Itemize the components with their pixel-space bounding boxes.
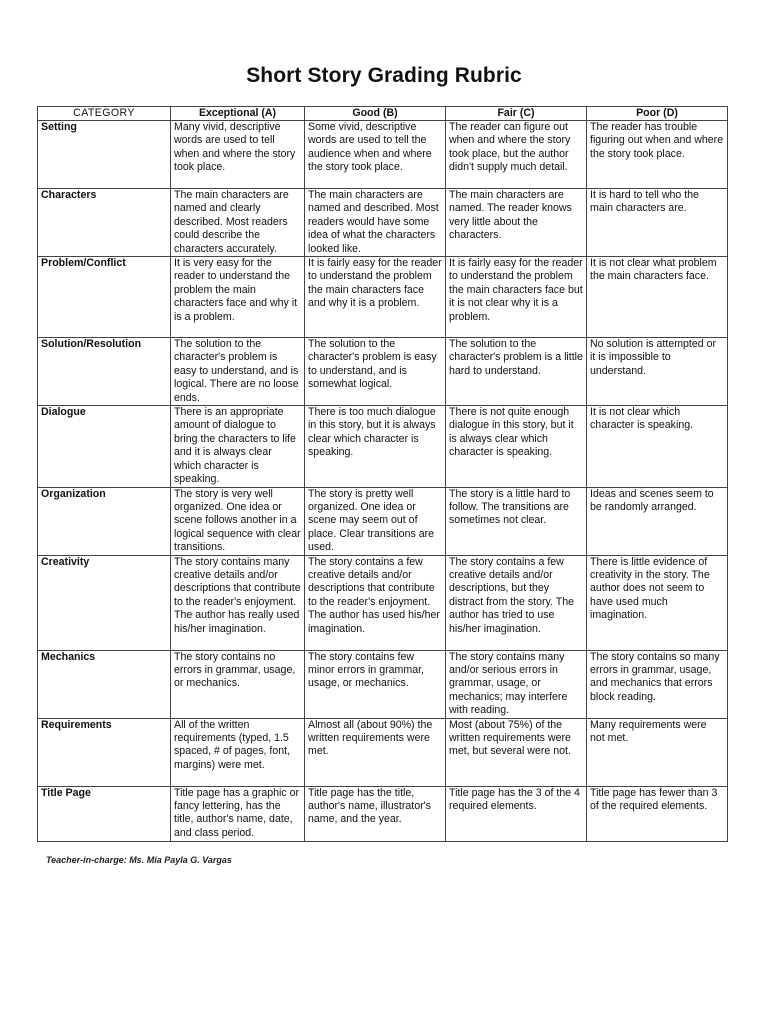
table-row [38, 555, 728, 650]
good-cell: It is fairly easy for the reader to understand the problem the main characters face and why it is a problem. [305, 257, 446, 338]
category-cell: Setting [38, 121, 171, 189]
poor-cell: No solution is attempted or it is impossible to understand. [587, 338, 728, 406]
fair-cell: Most (about 75%) of the written requirements were met, but several were not. [446, 718, 587, 786]
fair-cell: Title page has the 3 of the 4 required elements. [446, 786, 587, 841]
category-cell: Title Page [38, 786, 171, 841]
fair-cell: The story is a little hard to follow. The transitions are sometimes not clear. [446, 487, 587, 555]
good-cell: The story is pretty well organized. One idea or scene may seem out of place. Clear transitions are used. [305, 487, 446, 555]
exceptional-cell: The story contains many creative details and/or descriptions that contribute to the reader's enjoyment. The author has really used his/her imagination. [171, 555, 305, 650]
table-row [38, 189, 728, 257]
table-row [38, 650, 728, 718]
table-row [38, 406, 728, 487]
poor-cell: It is not clear what problem the main characters face. [587, 257, 728, 338]
table-row [38, 338, 728, 406]
fair-cell: The story contains many and/or serious errors in grammar, usage, or mechanics; may interfere with reading. [446, 650, 587, 718]
poor-cell: Many requirements were not met. [587, 718, 728, 786]
column-header-category: CATEGORY [38, 107, 171, 121]
good-cell: The main characters are named and described. Most readers would have some idea of what the characters looked like. [305, 189, 446, 257]
column-header-fair: Fair (C) [446, 107, 587, 121]
poor-cell: The story contains so many errors in grammar, usage, and mechanics that errors block reading. [587, 650, 728, 718]
good-cell: The solution to the character's problem is easy to understand, and is somewhat logical. [305, 338, 446, 406]
teacher-in-charge-note: Teacher-in-charge: Ms. Mia Payla G. Vargas [46, 855, 232, 865]
exceptional-cell: It is very easy for the reader to understand the problem the main characters face and why it is a problem. [171, 257, 305, 338]
good-cell: The story contains a few creative details and/or descriptions that contribute to the reader's enjoyment. The author has used his/her imagination. [305, 555, 446, 650]
category-cell: Organization [38, 487, 171, 555]
table-row [38, 718, 728, 786]
category-cell: Dialogue [38, 406, 171, 487]
category-cell: Characters [38, 189, 171, 257]
poor-cell: It is hard to tell who the main characters are. [587, 189, 728, 257]
exceptional-cell: The main characters are named and clearly described. Most readers could describe the characters accurately. [171, 189, 305, 257]
table-row [38, 786, 728, 841]
exceptional-cell: The solution to the character's problem is easy to understand, and is logical. There are no loose ends. [171, 338, 305, 406]
good-cell: Almost all (about 90%) the written requirements were met. [305, 718, 446, 786]
table-row [38, 121, 728, 189]
poor-cell: Ideas and scenes seem to be randomly arranged. [587, 487, 728, 555]
good-cell: Title page has the title, author's name, illustrator's name, and the year. [305, 786, 446, 841]
table-row [38, 257, 728, 338]
rubric-table [37, 106, 728, 842]
page-title: Short Story Grading Rubric [246, 64, 522, 87]
table-row [38, 487, 728, 555]
good-cell: There is too much dialogue in this story, but it is always clear which character is speaking. [305, 406, 446, 487]
fair-cell: The solution to the character's problem is a little hard to understand. [446, 338, 587, 406]
category-cell: Creativity [38, 555, 171, 650]
exceptional-cell: Title page has a graphic or fancy lettering, has the title, author's name, date, and class period. [171, 786, 305, 841]
category-cell: Solution/Resolution [38, 338, 171, 406]
column-header-poor: Poor (D) [587, 107, 728, 121]
exceptional-cell: Many vivid, descriptive words are used to tell when and where the story took place. [171, 121, 305, 189]
good-cell: Some vivid, descriptive words are used to tell the audience when and where the story took place. [305, 121, 446, 189]
fair-cell: The main characters are named. The reader knows very little about the characters. [446, 189, 587, 257]
poor-cell: There is little evidence of creativity in the story. The author does not seem to have used much imagination. [587, 555, 728, 650]
fair-cell: The story contains a few creative details and/or descriptions, but they distract from the story. The author has tried to use his/her imagination. [446, 555, 587, 650]
category-cell: Requirements [38, 718, 171, 786]
exceptional-cell: The story contains no errors in grammar, usage, or mechanics. [171, 650, 305, 718]
good-cell: The story contains few minor errors in grammar, usage, or mechanics. [305, 650, 446, 718]
exceptional-cell: All of the written requirements (typed, 1.5 spaced, # of pages, font, margins) were met. [171, 718, 305, 786]
poor-cell: Title page has fewer than 3 of the required elements. [587, 786, 728, 841]
header-row [38, 107, 728, 121]
fair-cell: It is fairly easy for the reader to understand the problem the main characters face but it is not clear why it is a problem. [446, 257, 587, 338]
fair-cell: The reader can figure out when and where the story took place, but the author didn't supply much detail. [446, 121, 587, 189]
column-header-exceptional: Exceptional (A) [171, 107, 305, 121]
column-header-good: Good (B) [305, 107, 446, 121]
poor-cell: It is not clear which character is speaking. [587, 406, 728, 487]
category-cell: Mechanics [38, 650, 171, 718]
exceptional-cell: The story is very well organized. One idea or scene follows another in a logical sequence with clear transitions. [171, 487, 305, 555]
poor-cell: The reader has trouble figuring out when and where the story took place. [587, 121, 728, 189]
exceptional-cell: There is an appropriate amount of dialogue to bring the characters to life and it is always clear which character is speaking. [171, 406, 305, 487]
fair-cell: There is not quite enough dialogue in this story, but it is always clear which character is speaking. [446, 406, 587, 487]
category-cell: Problem/Conflict [38, 257, 171, 338]
